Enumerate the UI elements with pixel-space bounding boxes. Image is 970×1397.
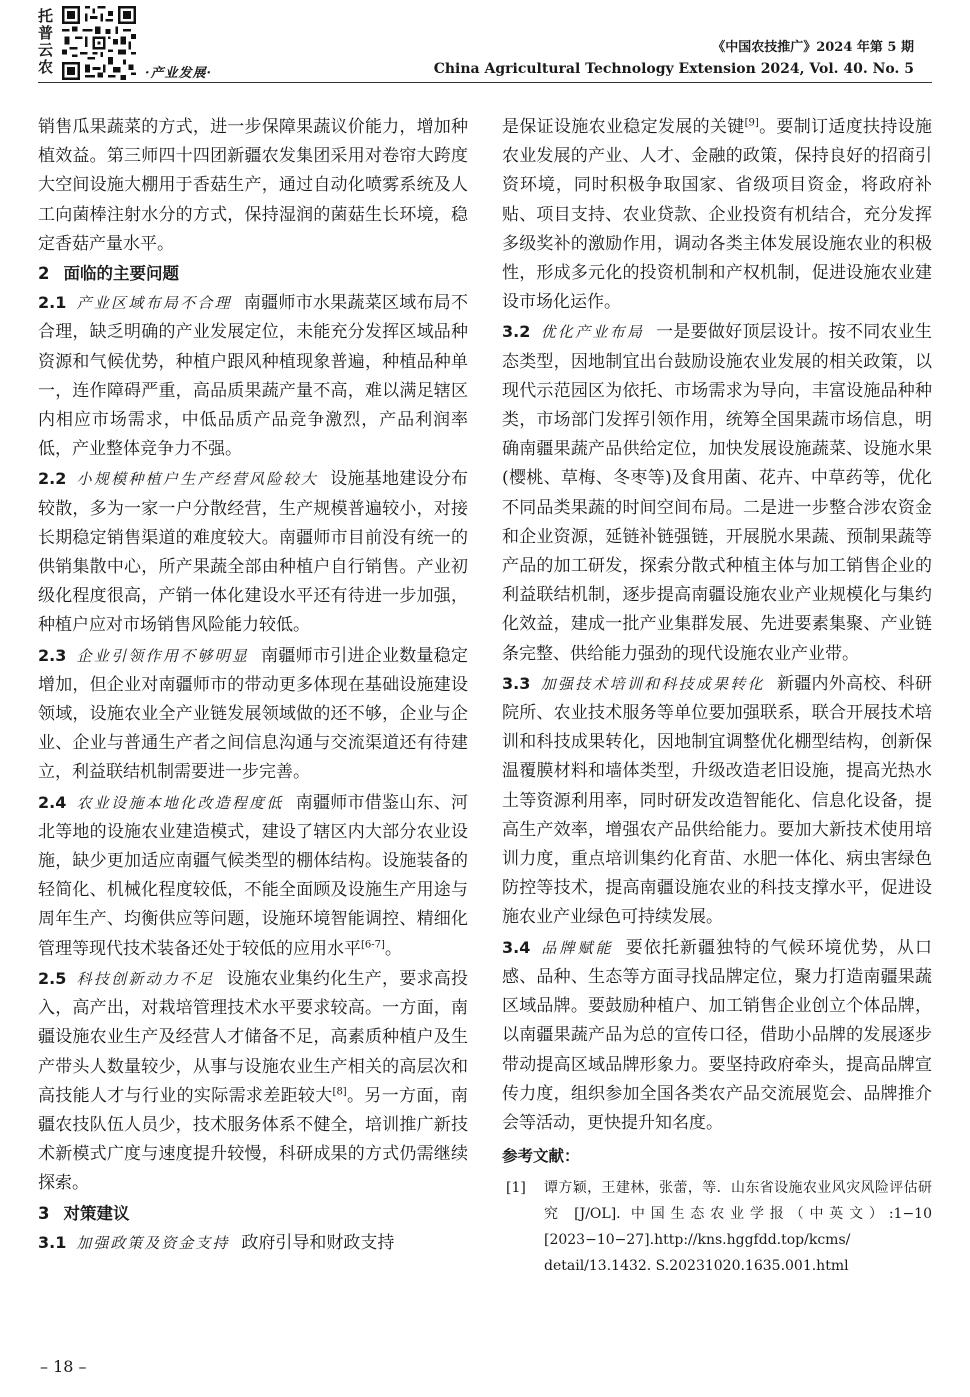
- journal-title-en: China Agricultural Technology Extension 2024, Vol. 40. No. 5: [433, 61, 914, 77]
- subsection-number: 2.3: [38, 645, 67, 665]
- subsection-text-cont: 。另一方面，南疆农技队伍人员少，技术服务体系不健全，培训推广新技术新模式广度与速度提升较慢，科研成果的方式仍需继续探索。: [38, 1085, 469, 1194]
- subsection-text-end: 。: [384, 938, 402, 959]
- subsection-text: 新疆内外高校、科研院所、农业技术服务等单位要加强联系，联合开展技术培训和科技成果转化，因地制宜调整优化棚型结构，创新保温覆膜材料和墙体类型，升级改造老旧设施，提高光热水土等资源利用率，同时研发改造智能化、信息化设备，提高生产效率，增强农产品供给能力。要加大新技术使用培训力度，重点培训集约化育苗、水肥一体化、病虫害绿色防控等技术，提高南疆设施农业的科技支撑水平，促进设施农业产业绿色可持续发展。: [502, 673, 932, 928]
- section-heading: [38, 1199, 468, 1228]
- subsection-title: 优化产业布局: [540, 323, 645, 342]
- paragraph-text-cont: 。要制订适度扶持设施农业发展的产业、人才、金融的政策，保持良好的招商引资环境，同时积极争取国家、省级项目资金，将政府补贴、项目支持、农业贷款、企业投资有机结合，充分发挥多级奖补的激励作用，调动各类主体发展设施农业的积极性，形成多元化的投资机制和产权机制，促进设施农业建设市场化运作。: [502, 117, 933, 313]
- paragraph-text: 是保证设施农业稳定发展的关键: [502, 117, 745, 137]
- qr-code-icon: [62, 6, 136, 80]
- subsection-number: 2.1: [38, 293, 67, 313]
- header-rule: [38, 82, 932, 83]
- subsection-text: 要依托新疆独特的气候环境优势，从口感、品种、生态等方面寻找品牌定位，聚力打造南疆果蔬区域品牌。要鼓励种植户、加工销售企业创立个体品牌，以南疆果蔬产品为总的宣传口径，借助小品牌的发展逐步带动提高区域品牌形象力。要坚持政府牵头，提高品牌宣传力度，组织参加全国各类农产品交流展览会、品牌推介会等活动，更快提升知名度。: [502, 937, 932, 1133]
- section-title: 面临的主要问题: [63, 264, 179, 284]
- subsection-title: 农业设施本地化改造程度低: [76, 793, 284, 812]
- subsection: [38, 288, 468, 464]
- subsection-title: 科技创新动力不足: [76, 969, 215, 988]
- right-column: [502, 113, 932, 1279]
- subsection-text: 设施农业集约化生产，要求高投入，高产出，对栽培管理技术水平要求较高。一方面，南疆设施农业生产及经营人才储备不足，高素质种植户及生产带头人数量较少，从事与设施农业生产相关的高层次和高技能人才与行业的实际需求差距较大: [38, 968, 468, 1106]
- subsection-text: 南疆师市借鉴山东、河北等地的设施农业建造模式，建设了辖区内大部分农业设施，缺少更加适应南疆气候类型的棚体结构。设施装备的轻简化、机械化程度较低，不能全面顾及设施生产用途与周年生产、均衡供应等问题，设施环境智能调控、精细化管理等现代技术装备还处于较低的应用水平: [38, 792, 468, 959]
- subsection-text: 一是要做好顶层设计。按不同农业生态类型，因地制宜出台鼓励设施农业发展的相关政策，以现代示范园区为依托、市场需求为导向，丰富设施品种种类，市场部门发挥引领作用，统筹全国果蔬市场信息，明确南疆果蔬产品供给定位，加快发展设施蔬菜、设施水果(樱桃、草梅、冬枣等)及食用菌、花卉、中草药等，优化不同品类果蔬的时间空间布局。二是进一步整合涉农资金和企业资源，延链补链强链，开展脱水果蔬、预制果蔬等产品的加工研发，探索分散式种植主体与加工销售企业的利益联结机制，逐步提高南疆设施农业产业规模化与集约化效益，建成一批产业集群发展、先进要素集聚、产业链条完整、供给能力强劲的现代设施农业产业带。: [502, 322, 932, 664]
- reference-item: [502, 1175, 932, 1279]
- journal-title-cn: 《中国农技推广》2024 年第 5 期: [712, 40, 914, 55]
- citation: [8]: [332, 1086, 347, 1098]
- citation: [6-7]: [361, 939, 385, 951]
- subsection-title: 品牌赋能: [540, 938, 614, 957]
- subsection-title: 小规模种植户生产经营风险较大: [76, 470, 319, 489]
- paragraph: [502, 113, 932, 317]
- subsection-number: 3.3: [502, 673, 531, 693]
- subsection: [38, 464, 468, 640]
- subsection-title: 企业引领作用不够明显: [76, 646, 250, 665]
- subsection-title: 加强政策及资金支持: [76, 1233, 230, 1252]
- section-heading: [38, 259, 468, 288]
- reference-text: 谭方颖，王建林，张蕾，等．山东省设施农业风灾风险评估研究 [J/OL]. 中国生态农业学报（中英文）:1−10 [2023−10−27].http://kns.hggfdd.top/kcms/ detail/13.1432. S.20231020.1635.001.html: [544, 1180, 932, 1275]
- subsection-number: 3.2: [502, 322, 531, 342]
- logo-char: 农: [38, 58, 54, 76]
- logo-char: 普: [38, 24, 54, 42]
- subsection-title: 加强技术培训和科技成果转化: [540, 674, 765, 693]
- subsection-text: 政府引导和财政支持: [241, 1232, 395, 1253]
- logo-char: 托: [38, 7, 54, 25]
- page-number: – 18 –: [40, 1357, 87, 1376]
- subsection-text: 南疆师市引进企业数量稳定增加，但企业对南疆师市的带动更多体现在基础设施建设领域，设施农业全产业链发展领域做的还不够，企业与企业、企业与普通生产者之间信息沟通与交流渠道还有待建立，利益联结机制需要进一步完善。: [38, 645, 468, 783]
- subsection-number: 2.2: [38, 469, 67, 489]
- logo-text: [38, 8, 58, 76]
- logo-char: 云: [38, 41, 54, 59]
- subsection-text: 南疆师市水果蔬菜区域布局不合理，缺乏明确的产业发展定位，未能充分发挥区域品种资源和气候优势，种植户跟风种植现象普遍，种植品种单一，连作障碍严重，高品质果蔬产量不高，难以满足辖区内相应市场需求，中低品质产品竞争激烈，产品利润率低，产业整体竞争力不强。: [38, 293, 468, 460]
- section-title: 对策建议: [63, 1203, 130, 1223]
- section-number: 2: [38, 264, 50, 284]
- subsection: [502, 933, 932, 1138]
- subsection: [38, 641, 468, 788]
- subsection-number: 2.4: [38, 792, 67, 812]
- reference-number: [1]: [506, 1180, 526, 1197]
- paragraph: 销售瓜果蔬菜的方式，进一步保障果蔬议价能力，增加种植效益。第三师四十四团新疆农发集团采用对卷帘大跨度大空间设施大棚用于香菇生产，通过自动化喷雾系统及人工向菌棒注射水分的方式，保持湿润的菌菇生长环境，稳定香菇产量水平。: [38, 117, 468, 254]
- subsection-number: 2.5: [38, 968, 67, 988]
- section-number: 3: [38, 1203, 50, 1223]
- left-column: [38, 113, 468, 1258]
- subsection: [38, 1228, 468, 1258]
- subsection: [38, 788, 468, 964]
- references-heading: 参考文献：: [502, 1147, 580, 1166]
- subsection: [502, 317, 932, 668]
- section-label: ·产业发展·: [145, 66, 213, 81]
- subsection-number: 3.1: [38, 1232, 67, 1252]
- page-header: [38, 4, 932, 82]
- citation: [9]: [744, 117, 759, 129]
- subsection-text: 设施基地建设分布较散，多为一家一户分散经营，生产规模普遍较小，对接长期稳定销售渠道的难度较大。南疆师市目前没有统一的供销集散中心，所产果蔬全部由种植户自行销售。产业初级化程度很高，产销一体化建设水平还有待进一步加强，种植户应对市场销售风险能力较低。: [38, 469, 468, 636]
- subsection-title: 产业区域布局不合理: [76, 294, 232, 313]
- subsection: [502, 669, 932, 933]
- subsection-number: 3.4: [502, 937, 531, 957]
- subsection: [38, 964, 468, 1199]
